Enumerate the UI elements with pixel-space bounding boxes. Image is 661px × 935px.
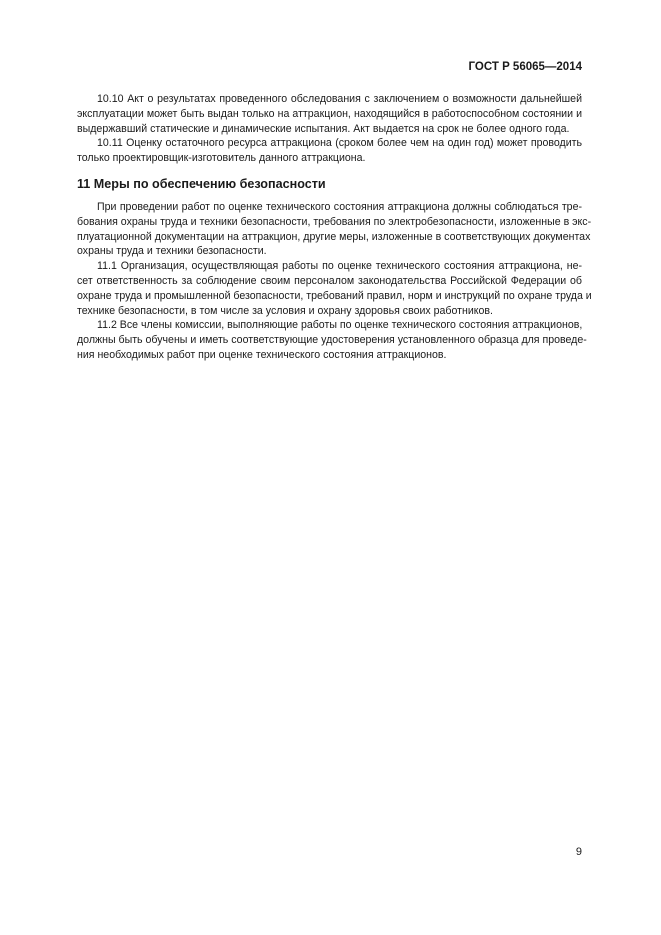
document-id-header: ГОСТ Р 56065—2014 xyxy=(468,61,582,73)
text-line: 10.10 Акт о результатах проведенного обследования с заключением о возможности дальнейшей xyxy=(97,93,582,105)
section-11-body xyxy=(77,200,592,363)
text-line: должны быть обучены и иметь соответствующие удостоверения установленного образца для проведе- xyxy=(77,334,587,347)
paragraph-10-10 xyxy=(77,92,582,136)
paragraph-11-2 xyxy=(77,318,587,362)
text-line: только проектировщик-изготовитель данного аттракциона. xyxy=(77,152,366,165)
text-line: 11.2 Все члены комиссии, выполняющие работы по оценке технического состояния аттракционов, xyxy=(97,319,583,332)
text-line: ния необходимых работ при оценке технического состояния аттракционов. xyxy=(77,348,447,361)
text-line: эксплуатации может быть выдан только на аттракцион, находящийся в работоспособном состоянии и xyxy=(77,107,582,120)
text-line: выдержавший статические и динамические испытания. Акт выдается на срок не более одного года. xyxy=(77,122,570,135)
text-line: охране труда и промышленной безопасности, требований правил, норм и инструкций по охране труда и xyxy=(77,289,592,302)
section-11-heading: 11 Меры по обеспечению безопасности xyxy=(77,177,326,191)
text-line: бования охраны труда и техники безопасности, требования по электробезопасности, изложенные в экс- xyxy=(77,215,592,228)
text-line: 11.1 Организация, осуществляющая работы по оценке технического состояния аттракциона, не- xyxy=(97,260,582,273)
paragraph-11-1 xyxy=(77,259,592,318)
text-line: 10.11 Оценку остаточного ресурса аттракциона (сроком более чем на один год) может проводить xyxy=(97,137,582,150)
text-line: охраны труда и техники безопасности. xyxy=(77,245,267,258)
text-line: сет ответственность за соблюдение своим персоналом законодательства Российской Федерации об xyxy=(77,274,582,287)
paragraph-10-11 xyxy=(77,136,582,166)
page-number: 9 xyxy=(575,846,582,858)
paragraph-intro xyxy=(77,200,592,259)
text-line: технике безопасности, в том числе за условия и охрану здоровья своих работников. xyxy=(77,304,493,317)
text-line: плуатационной документации на аттракцион, другие меры, изложенные в соответствующих документах xyxy=(77,230,591,243)
section-10-continuation xyxy=(77,92,582,166)
text-line: При проведении работ по оценке технического состояния аттракциона должны соблюдаться тре- xyxy=(97,201,582,213)
